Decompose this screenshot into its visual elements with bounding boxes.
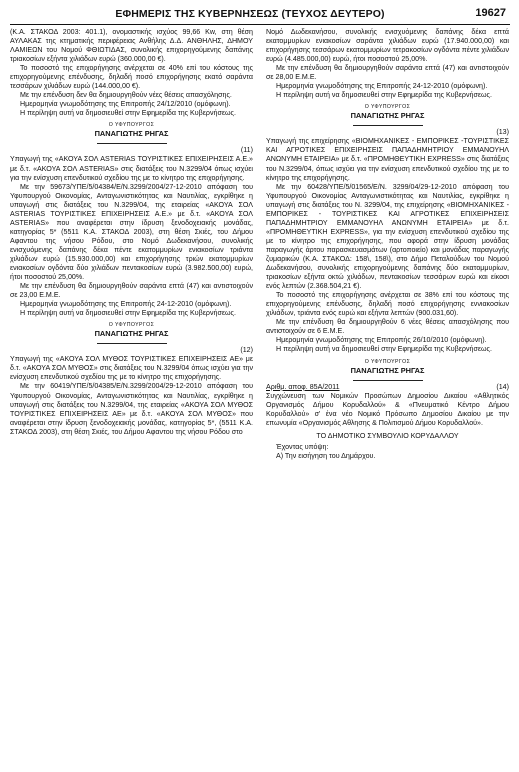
paragraph: Ημερομηνία γνωμοδότησης της Επιτροπής 24/12/2010 (ομόφωνη). — [20, 100, 231, 109]
signature-name: ΠΑΝΑΓΙΩΤΗΣ ΡΗΓΑΣ — [94, 129, 169, 139]
page-number: 19627 — [475, 7, 506, 19]
paragraph: Έχοντας υπόψη: — [276, 442, 329, 451]
paragraph: Με την 60419/ΥΠΕ/5/04385/Ε/Ν.3299/2004/29-12-2010 απόφαση του Υφυπουργού Οικονομίας, Ανταγωνιστικότητας και Ναυτιλίας, εγκρίθηκε η υπαγωγή στις διατάξεις του Ν.3299/04, της εταιρείας «ΑΚΟΥΑ ΣΟΛ ΜΥΘΟΣ ΤΟΥΡΙΣΤΙΚΕΣ ΕΠΙΧΕΙΡΗΣΕΙΣ ΑΕ» με δ.τ. «ΑΚΟΥΑ ΣΟΛ ΜΥΘΟΣ» που αναφέρεται στην ίδρυση ξενοδοχειακής μονάδας, κατηγορίας 5*, (5511 Κ.Α. ΣΤΑΚΟΔ 2003), στη θέση Σκιές, του Δήμου Αφαντου της νήσου Ρόδου στο — [10, 382, 253, 436]
signature-title: Ο ΥΦΥΠΟΥΡΓΟΣ — [364, 358, 411, 365]
decision-reference: Αριθμ. αποφ. 85Α/2011 — [266, 382, 340, 391]
paragraph: Η περίληψη αυτή να δημοσιευθεί στην Εφημερίδα της Κυβερνήσεως. — [20, 309, 236, 318]
paragraph: Α) Την εισήγηση του Δημάρχου. — [276, 451, 376, 460]
decision-subject: Υπαγωγή της «ΑΚΟΥΑ ΣΟΛ ΜΥΘΟΣ ΤΟΥΡΙΣΤΙΚΕΣ ΕΠΙΧΕΙΡΗΣΕΙΣ ΑΕ» με δ.τ. «ΑΚΟΥΑ ΣΟΛ ΜΥΘΟΣ» στις διατάξεις του Ν.3299/04 όπως ισχύει για την ενίσχυση επενδυτικού σχεδίου της με το κίνητρο της επιχορήγησης. — [10, 355, 253, 382]
decision-number: (14) — [496, 382, 509, 391]
council-heading: ΤΟ ΔΗΜΟΤΙΚΟ ΣΥΜΒΟΥΛΙΟ ΚΟΡΥΔΑΛΛΟΥ — [316, 431, 459, 440]
signature-name: ΠΑΝΑΓΙΩΤΗΣ ΡΗΓΑΣ — [350, 365, 425, 375]
decision-subject: Υπαγωγή της επιχείρησης «ΒΙΟΜΗΧΑΝΙΚΕΣ - ΕΜΠΟΡΙΚΕΣ -ΤΟΥΡΙΣΤΙΚΕΣ ΚΑΙ ΑΓΡΟΤΙΚΕΣ ΕΠΙΧΕΙΡΗΣΕΙΣ ΠΑΠΑΔΗΜΗΤΡΙΟΥ ΕΜΜΑΝΟΥΗΛ ΑΝΩΝΥΜΗ ΕΤΑΙΡΕΙΑ» με δ.τ. «ΠΡΟΜΗΘΕΥΤΙΚΗ EXPRESS» στις διατάξεις του Ν.3299/04, όπως ισχύει για την ενίσχυση επενδυτικού σχεδίου της με το κίνητρο της επιχορήγησης. — [266, 137, 509, 182]
left-column — [10, 28, 253, 770]
decision-number: (12) — [240, 346, 253, 355]
paragraph: Ημερομηνία γνωμοδότησης της Επιτροπής 26/10/2010 (ομόφωνη). — [276, 336, 487, 345]
paragraph: Ημερομηνία γνωμοδότησης της Επιτροπής 24-12-2010 (ομόφωνη). — [20, 300, 232, 309]
decision-subject: Υπαγωγή της «ΑΚΟΥΑ ΣΟΛ ASTERIAS ΤΟΥΡΙΣΤΙΚΕΣ ΕΠΙΧΕΙΡΗΣΕΙΣ Α.Ε.» με δ.τ. «ΑΚΟΥΑ ΣΟΛ ASTERIAS» στις διατάξεις του Ν.3299/04 όπως ισχύει για την ενίσχυση επενδυτικού σχεδίου της με το κίνητρο της επιχορήγησης. — [10, 155, 253, 182]
section-divider — [353, 380, 423, 381]
paragraph: Ημερομηνία γνωμοδότησης της Επιτροπής 24-12-2010 (ομόφωνη). — [276, 82, 488, 91]
paragraph: Νομό Δωδεκανήσου, συνολικής ενισχυόμενης δαπάνης δέκα επτά εκατομμυρίων ενιακοσίων σαράντα χιλιάδων ευρώ (17.940.000,00) και επιχορήγησης τεσσάρων εκατομμυρίων τετρακοσίων ογδόντα πέντε χιλιάδων ευρώ (4.485.000,00) ευρώ, ήτοι ποσοστού 25,00%. — [266, 28, 509, 64]
paragraph: Με την 60428/ΥΠΕ/5/01565/Ε/Ν. 3299/04/29-12-2010 απόφαση του Υφυπουργού Οικονομίας Ανταγωνιστικότητας και Ναυτιλίας, εγκρίθηκε η υπαγωγή στις διατάξεις του Ν. 3299/04, της επιχείρησης «ΒΙΟΜΗΧΑΝΙΚΕΣ - ΕΜΠΟΡΙΚΕΣ - ΤΟΥΡΙΣΤΙΚΕΣ ΚΑΙ ΑΓΡΟΤΙΚΕΣ ΕΠΙΧΕΙΡΗΣΕΙΣ ΠΑΠΑΔΗΜΗΤΡΙΟΥ ΕΜΜΑΝΟΥΗΛ ΑΝΩΝΥΜΗ ΕΤΑΙΡΕΙΑ» με δ.τ. «ΠΡΟΜΗΘΕΥΤΙΚΗ EXPRESS», για την ενίσχυση επενδυτικού σχεδίου της με το κίνητρο της επιχορήγησης, που αφορά στην ίδρυση μονάδας παραγωγής άρτου παρασκευασμάτων (αρτοποιείο) και μονάδας παραγωγής ζυμαρικών (Κ.Α. ΣΤΑΚΟΔ: 158\, 158\), στο Δήμο Πεταλούδων του Νομού Δωδεκανήσου, συνολικής επιχορηγούμενης δαπάνης δύο εκατομμυρίων, τριακοσίων εξήντα οκτώ χιλιάδων, πεντακοσίων τεσσάρων ευρώ και είκοσι ενός λεπτών (2.368.504,21 €). — [266, 182, 509, 291]
paragraph: (Κ.Α. ΣΤΑΚΟΔ 2003: 401.1), ονομαστικής ισχύος 99,66 Kw, στη θέση ΑΥΛΑΚΑΣ της κτηματικής περιφέρειας Ανθήλης Δ.Δ. ΑΝΘΗΛΗΣ, ΔΗΜΟΥ ΛΑΜΙΕΩΝ του Νομού ΦΘΙΩΤΙΔΑΣ, συνολικής επιχορηγούμενης δαπάνης τριακοσίων εξήντα χιλιάδων ευρώ (360.000,00 €). — [10, 28, 253, 64]
signature-title: Ο ΥΦΥΠΟΥΡΓΟΣ — [364, 104, 411, 111]
paragraph: Με την 59673/ΥΠΕ/5/04384/Ε/Ν.3299/2004/27-12-2010 απόφαση του Υφυπουργού Οικονομίας, Ανταγωνιστικότητας και Ναυτιλίας, εγκρίθηκε η υπαγωγή στις διατάξεις του Ν.3299/04, της εταιρείας «ΑΚΟΥΑ ΣΟΛ ASTERIAS ΤΟΥΡΙΣΤΙΚΕΣ ΕΠΙΧΕΙΡΗΣΕΙΣ Α.Ε.» με δ.τ. «ΑΚΟΥΑ ΣΟΛ ASTERIAS» που αναφέρεται στην ίδρυση ξενοδοχειακής μονάδας, κατηγορίας 5* (5511 Κ.Α. ΣΤΑΚΟΔ 2003), στη θέση Σκιές, του Δήμου Αφαντου της νήσου Ρόδου, στο Νομό Δωδεκανήσου, συνολικής ενισχυόμενης δαπάνης δέκα πέντε εκατομμυρίων ενιακοσίων τριάντα χιλιάδων ευρώ (15.930.000,00) και επιχορήγησης τριών εκατομμυρίων ενιακοσίων ογδόντα δύο χιλιάδων πεντακοσίων ευρώ (3.982.500,00) ευρώ, ήτοι ποσοστού 25,00%. — [10, 182, 253, 282]
section-divider — [97, 343, 167, 344]
signature-block — [266, 104, 509, 120]
signature-title: Ο ΥΦΥΠΟΥΡΓΟΣ — [108, 322, 155, 329]
decision-reference-line — [266, 383, 509, 392]
right-column — [266, 28, 509, 770]
paragraph: Με την επένδυση θα δημιουργηθούν σαράντα επτά (47) και αντιστοιχούν σε 28,00 Ε.Μ.Ε. — [266, 64, 509, 82]
paragraph: Το ποσοστό της επιχορήγησης ανέρχεται σε 38% επί του κόστους της επιχορηγούμενης επένδυσης, δηλαδή ποσό επιχορήγησης εννιακοσίων χιλιάδων, τριάντα ενός ευρώ και εξήντα λεπτών (900.031,60). — [266, 291, 509, 318]
decision-number: (13) — [496, 128, 509, 137]
gazette-title: ΕΦΗΜΕΡΙΣ ΤΗΣ ΚΥΒΕΡΝΗΣΕΩΣ (ΤΕΥΧΟΣ ΔΕΥΤΕΡΟ) — [115, 8, 385, 20]
paragraph: Με την επένδυση θα δημιουργηθούν σαράντα επτά (47) και αντιστοιχούν σε 23,00 Ε.Μ.Ε. — [10, 282, 253, 300]
signature-title: Ο ΥΦΥΠΟΥΡΓΟΣ — [108, 122, 155, 129]
page-header — [10, 6, 510, 25]
signature-block — [266, 359, 509, 375]
section-divider — [97, 143, 167, 144]
paragraph: Το ποσοστό της επιχορήγησης ανέρχεται σε 40% επί του κόστους της επιχορηγούμενης επένδυσης, δηλαδή ποσό επιχορήγησης εκατό σαράντα τεσσάρων χιλιάδων ευρώ (144.000,00 €). — [10, 64, 253, 91]
signature-block — [10, 122, 253, 138]
paragraph: Με την επένδυση δεν θα δημιουργηθούν νέες θέσεις απασχόλησης. — [20, 91, 232, 100]
decision-number: (11) — [240, 146, 253, 155]
signature-block — [10, 322, 253, 338]
signature-name: ΠΑΝΑΓΙΩΤΗΣ ΡΗΓΑΣ — [350, 111, 425, 121]
decision-subject: Συγχώνευση των Νομικών Προσώπων Δημοσίου Δικαίου «Αθλητικός Οργανισμός Δήμου Κορυδαλλού» & «Πνευματικό Κέντρο Δήμου Κορυδαλλού» σ' ένα νέο Νομικό Πρόσωπο Δημοσίου Δικαίου με την επωνυμία «Οργανισμός Αθλησης & Πολιτισμού Δήμου Κορυδαλλού». — [266, 391, 509, 427]
paragraph: Με την επένδυση θα δημιουργηθούν 6 νέες θέσεις απασχόλησης που αντιστοιχούν σε 6 Ε.Μ.Ε. — [266, 318, 509, 336]
paragraph: Η περίληψη αυτή να δημοσιευθεί στην Εφημερίδα της Κυβερνήσεως. — [20, 109, 236, 118]
paragraph: Η περίληψη αυτή να δημοσιευθεί στην Εφημερίδα της Κυβερνήσεως. — [276, 91, 492, 100]
paragraph: Η περίληψη αυτή να δημοσιευθεί στην Εφημερίδα της Κυβερνήσεως. — [276, 345, 492, 354]
signature-name: ΠΑΝΑΓΙΩΤΗΣ ΡΗΓΑΣ — [94, 329, 169, 339]
section-divider — [353, 125, 423, 126]
